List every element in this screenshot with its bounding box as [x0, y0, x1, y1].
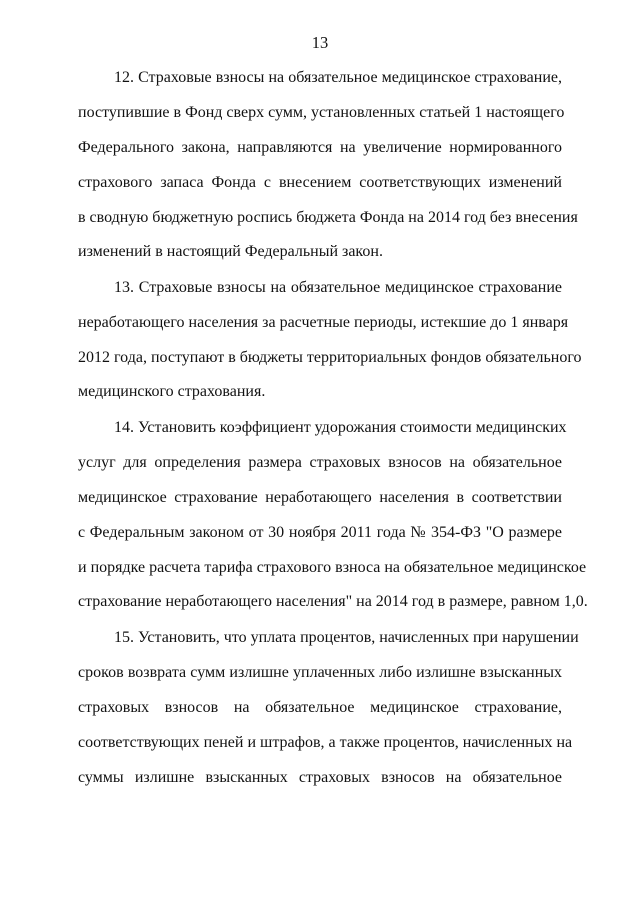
paragraph-12-line-1: 12. Страховые взносы на обязательное медицинское страхование,: [114, 69, 562, 86]
paragraph-12-line-2: поступившие в Фонд сверх сумм, установленных статьей 1 настоящего: [78, 104, 565, 121]
paragraph-15-line-4: соответствующих пеней и штрафов, а также процентов, начисленных на: [78, 734, 573, 751]
paragraph-14-line-3: медицинское страхование неработающего населения в соответствии: [78, 489, 562, 506]
paragraph-14-line-6: страхование неработающего населения" на 2014 год в размере, равном 1,0.: [78, 593, 588, 610]
paragraph-14-line-5: и порядке расчета тарифа страхового взноса на обязательное медицинское: [78, 559, 587, 576]
paragraph-12-line-5: в сводную бюджетную роспись бюджета Фонда на 2014 год без внесения: [78, 209, 578, 226]
paragraph-12-line-6: изменений в настоящий Федеральный закон.: [78, 243, 383, 260]
paragraph-15-line-3: страховых взносов на обязательное медицинское страхование,: [78, 699, 562, 716]
paragraph-14-line-2: услуг для определения размера страховых взносов на обязательное: [78, 454, 562, 471]
paragraph-15-line-1: 15. Установить, что уплата процентов, начисленных при нарушении: [114, 629, 579, 646]
paragraph-15-line-2: сроков возврата сумм излишне уплаченных либо излишне взысканных: [78, 664, 562, 681]
page-number: 13: [311, 33, 329, 52]
paragraph-13-line-2: неработающего населения за расчетные периоды, истекшие до 1 января: [78, 314, 569, 331]
paragraph-15-line-5: суммы излишне взысканных страховых взносов на обязательное: [78, 769, 562, 786]
paragraph-12-line-4: страхового запаса Фонда с внесением соответствующих изменений: [78, 174, 562, 191]
paragraph-13-line-3: 2012 года, поступают в бюджеты территориальных фондов обязательного: [78, 349, 582, 366]
paragraph-13-line-4: медицинского страхования.: [78, 383, 266, 400]
paragraph-13-line-1: 13. Страховые взносы на обязательное медицинское страхование: [114, 279, 562, 296]
paragraph-12-line-3: Федерального закона, направляются на увеличение нормированного: [78, 139, 562, 156]
paragraph-14-line-4: с Федеральным законом от 30 ноября 2011 года № 354-ФЗ "О размере: [78, 524, 562, 541]
paragraph-14-line-1: 14. Установить коэффициент удорожания стоимости медицинских: [114, 419, 567, 436]
